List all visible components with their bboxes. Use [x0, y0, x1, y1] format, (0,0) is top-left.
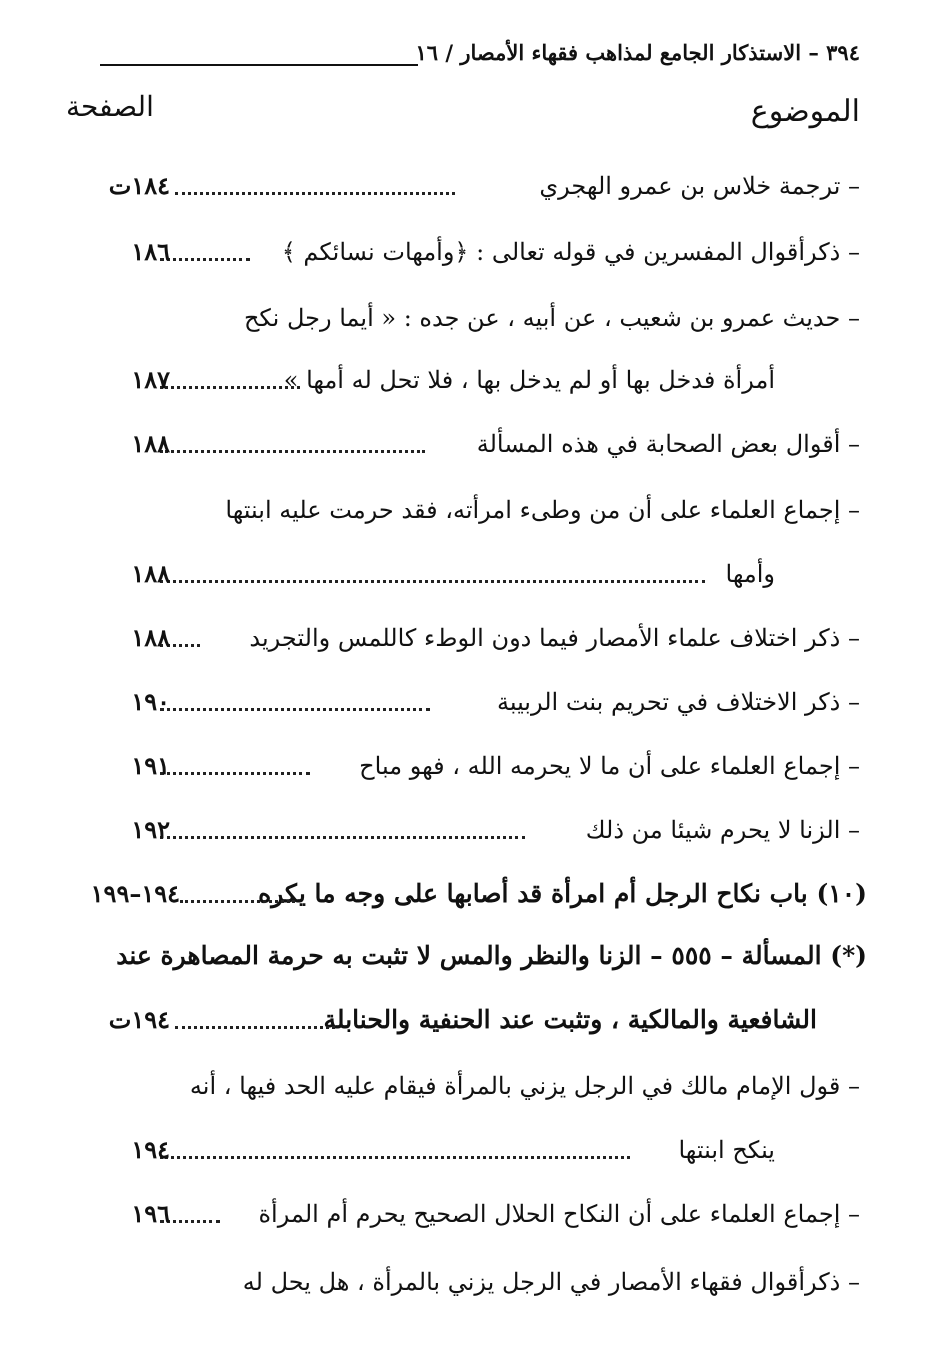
toc-entry-text: – ذكرأقوال المفسرين في قوله تعالى : ﴿وأمهات نسائكم ﴾	[281, 238, 860, 266]
running-header: ٣٩٤ – الاستذكار الجامع لمذاهب فقهاء الأمصار / ١٦	[415, 40, 860, 65]
toc-entry-text: – ترجمة خلاس بن عمرو الهجري	[539, 172, 860, 200]
column-heading-topic: الموضوع	[750, 94, 860, 129]
toc-entry-page: ١٩٤ت	[108, 1005, 170, 1034]
toc-entry	[0, 298, 945, 338]
leader-dots	[160, 1156, 630, 1159]
toc-entry	[0, 682, 945, 722]
toc-entry-text: – ذكرأقوال فقهاء الأمصار في الرجل يزني بالمرأة ، هل يحل له	[242, 1268, 860, 1296]
toc-entry	[0, 232, 945, 272]
toc-entry-page: ١٩٢	[131, 815, 170, 844]
toc-entry	[0, 1194, 945, 1234]
toc-entry-page: ١٨٤ت	[108, 171, 170, 200]
leader-dots	[160, 836, 525, 839]
leader-dots	[175, 192, 455, 195]
toc-entry	[0, 746, 945, 786]
leader-dots	[160, 258, 250, 261]
toc-entry-text: – إجماع العلماء على أن ما لا يحرمه الله ، فهو مباح	[359, 752, 860, 780]
chapter-page-range: ١٩٤–١٩٩	[90, 879, 180, 908]
column-heading-page: الصفحة	[66, 90, 154, 123]
toc-entry	[0, 490, 945, 530]
toc-entry-page: ١٨٨	[131, 559, 170, 588]
question-heading	[0, 936, 945, 976]
chapter-heading	[0, 874, 945, 914]
toc-entry-text: وأمها	[725, 560, 775, 588]
toc-entry-text: ينكح ابنتها	[678, 1136, 775, 1164]
toc-entry-text: – حديث عمرو بن شعيب ، عن أبيه ، عن جده : « أيما رجل نكح	[243, 304, 860, 332]
toc-entry-page: ١٨٦	[131, 237, 170, 266]
toc-entry-text: – إجماع العلماء على أن النكاح الحلال الصحيح يحرم أم المرأة	[258, 1200, 860, 1228]
leader-dots	[180, 900, 295, 903]
toc-entry-continuation	[0, 554, 945, 594]
toc-entry	[0, 618, 945, 658]
toc-entry-page: ١٨٨	[131, 429, 170, 458]
leader-dots	[160, 772, 310, 775]
toc-entry-text: – قول الإمام مالك في الرجل يزني بالمرأة فيقام عليه الحد فيها ، أنه	[189, 1072, 860, 1100]
toc-entry-page: ١٩١	[131, 751, 170, 780]
toc-entry-continuation	[0, 1130, 945, 1170]
toc-entry-page: ١٩٤	[131, 1135, 170, 1164]
toc-entry-page: ١٨٨	[131, 623, 170, 652]
toc-entry-text: – ذكر الاختلاف في تحريم بنت الربيبة	[496, 688, 860, 716]
header-rule	[100, 64, 418, 66]
chapter-title: (١٠) باب نكاح الرجل أم امرأة قد أصابها على وجه ما يكره	[258, 879, 867, 908]
question-title: (*) المسألة – ٥٥٥ – الزنا والنظر والمس لا تثبت به حرمة المصاهرة عند	[116, 941, 867, 970]
toc-entry-text: – أقوال بعض الصحابة في هذه المسألة	[476, 430, 860, 458]
leader-dots	[160, 708, 430, 711]
leader-dots	[175, 1026, 335, 1029]
toc-entry	[0, 810, 945, 850]
question-title: الشافعية والمالكية ، وتثبت عند الحنفية والحنابلة	[323, 1005, 817, 1034]
toc-entry	[0, 1262, 945, 1302]
toc-entry-page: ١٩٦	[131, 1199, 170, 1228]
leader-dots	[160, 580, 705, 583]
toc-entry-page: ١٨٧	[131, 365, 170, 394]
toc-entry-text: – إجماع العلماء على أن من وطىء امرأته، فقد حرمت عليه ابنتها	[225, 496, 860, 524]
toc-entry-text: – ذكر اختلاف علماء الأمصار فيما دون الوطء كاللمس والتجريد	[249, 624, 860, 652]
toc-entry-text: أمرأة فدخل بها أو لم يدخل بها ، فلا تحل له أمها »	[283, 366, 775, 394]
leader-dots	[160, 450, 425, 453]
toc-entry-page: ١٩٠	[131, 687, 170, 716]
toc-entry-continuation	[0, 360, 945, 400]
leader-dots	[160, 386, 300, 389]
toc-entry	[0, 166, 945, 206]
toc-entry-text: – الزنا لا يحرم شيئا من ذلك	[585, 816, 860, 844]
question-heading-continuation	[0, 1000, 945, 1040]
toc-entry	[0, 424, 945, 464]
toc-entry	[0, 1066, 945, 1106]
